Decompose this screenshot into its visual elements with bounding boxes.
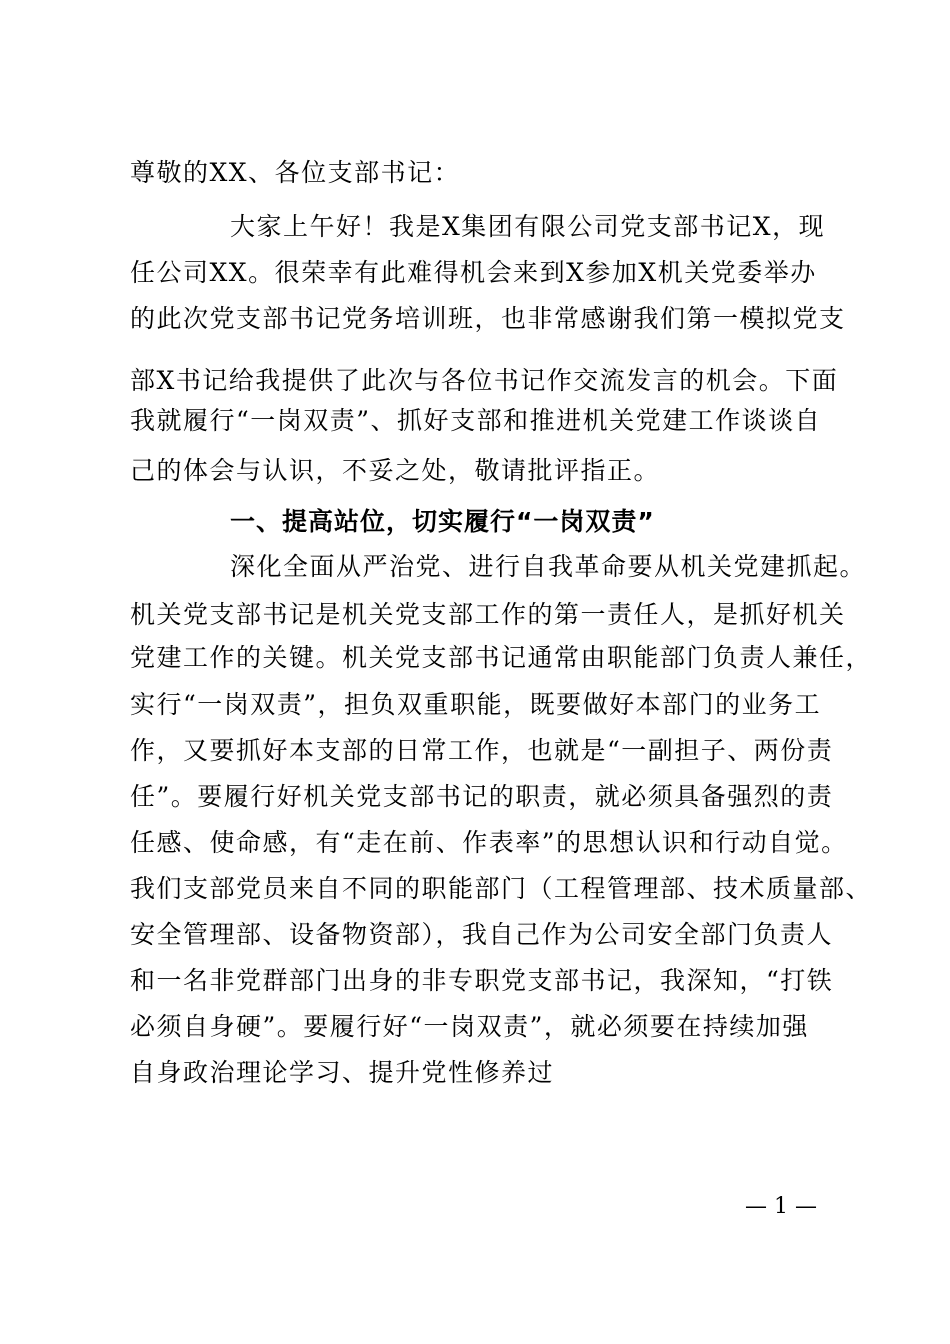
body-line: 实行“一岗双责”，担负双重职能，既要做好本部门的业务工	[130, 690, 822, 719]
body-line: 党建工作的关键。机关党支部书记通常由职能部门负责人兼任，	[130, 643, 873, 672]
intro-line: 部X书记给我提供了此次与各位书记作交流发言的机会。下面	[130, 366, 839, 395]
body-line: 必须自身硬”。要履行好“一岗双责”，就必须要在持续加强	[130, 1012, 809, 1041]
body-line: 安全管理部、设备物资部），我自己作为公司安全部门负责人	[130, 920, 834, 949]
intro-line: 己的体会与认识，不妥之处，敬请批评指正。	[130, 456, 661, 485]
body-line: 任感、使命感，有“走在前、作表率”的思想认识和行动自觉。	[130, 828, 848, 857]
body-line: 我们支部党员来自不同的职能部门（工程管理部、技术质量部、	[130, 874, 873, 903]
body-line: 和一名非党群部门出身的非专职党支部书记，我深知，“打铁	[130, 966, 834, 995]
salutation: 尊敬的XX、各位支部书记：	[130, 158, 461, 187]
intro-line: 的此次党支部书记党务培训班，也非常感谢我们第一模拟党支	[130, 304, 846, 333]
intro-line: 任公司XX。很荣幸有此难得机会来到X参加X机关党委举办	[130, 258, 817, 287]
page-number: — 1 —	[745, 1194, 817, 1219]
section-heading: 一、提高站位，切实履行“一岗双责”	[230, 507, 655, 536]
intro-line: 大家上午好！我是X集团有限公司党支部书记X，现	[230, 212, 826, 241]
body-line: 任”。要履行好机关党支部书记的职责，就必须具备强烈的责	[130, 782, 834, 811]
body-line: 自身政治理论学习、提升党性修养过	[130, 1058, 555, 1087]
body-line: 作，又要抓好本支部的日常工作，也就是“一副担子、两份责	[130, 736, 834, 765]
body-line: 机关党支部书记是机关党支部工作的第一责任人，是抓好机关	[130, 600, 846, 629]
body-line: 深化全面从严治党、进行自我革命要从机关党建抓起。	[230, 552, 867, 581]
intro-line: 我就履行“一岗双责”、抓好支部和推进机关党建工作谈谈自	[130, 406, 822, 435]
